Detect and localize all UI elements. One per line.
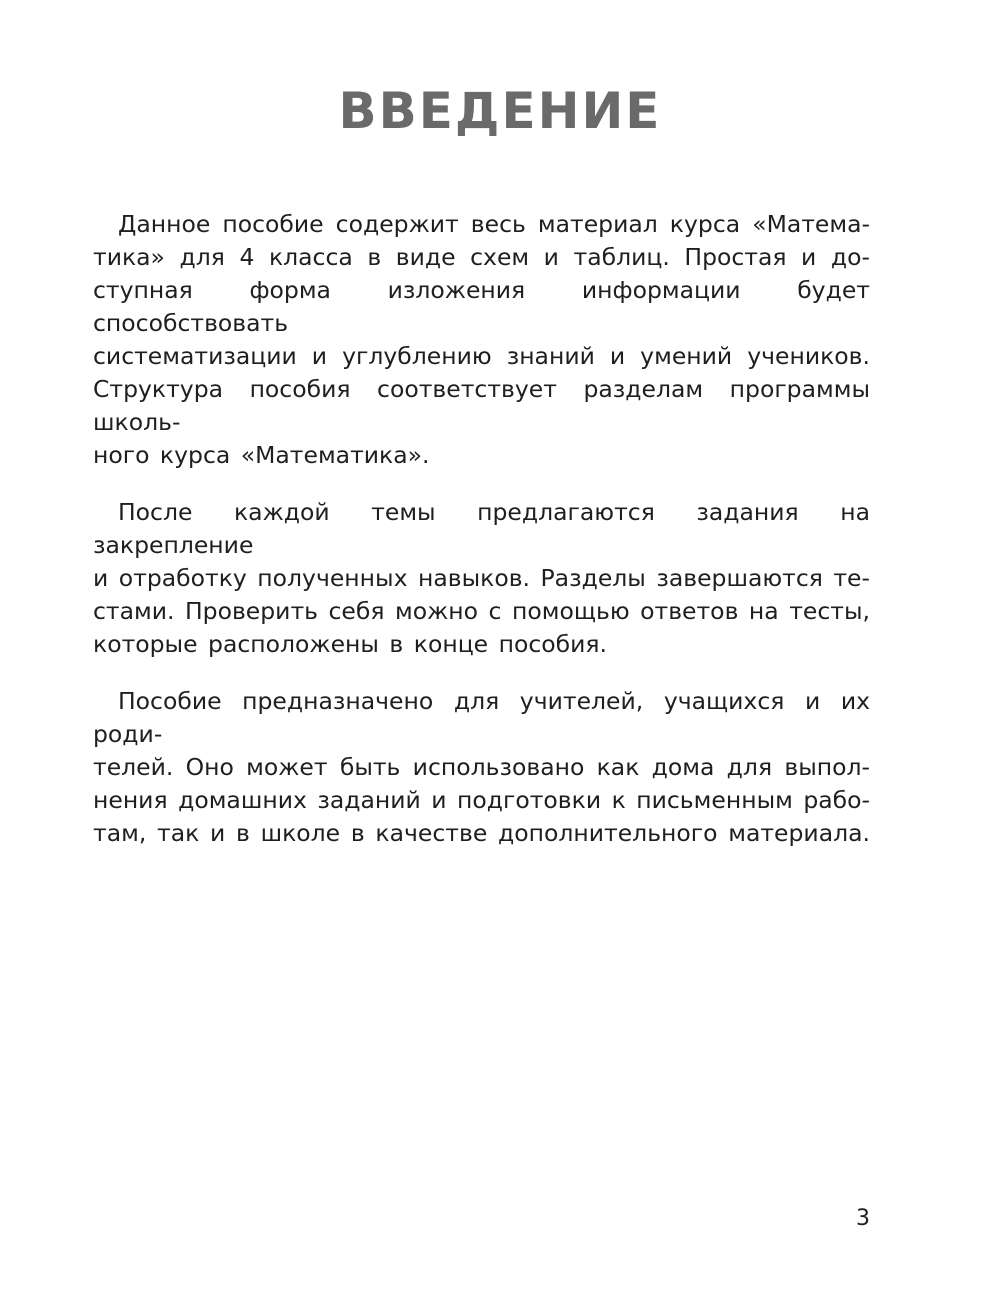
text-line: Данное пособие содержит весь материал курса «Матема- bbox=[118, 210, 870, 238]
text-line: тика» для 4 класса в виде схем и таблиц. Простая и до- bbox=[93, 243, 870, 271]
paragraph-3 bbox=[93, 685, 870, 850]
text-line: нения домашних заданий и подготовки к письменным рабо- bbox=[93, 786, 870, 814]
text-line: Пособие предназначено для учителей, учащихся и их роди- bbox=[93, 687, 870, 748]
text-line: ного курса «Математика». bbox=[93, 441, 430, 469]
text-line: стами. Проверить себя можно с помощью ответов на тесты, bbox=[93, 597, 870, 625]
page-number: 3 bbox=[856, 1206, 870, 1231]
text-line: После каждой темы предлагаются задания на закрепление bbox=[93, 498, 870, 559]
text-line: Структура пособия соответствует разделам программы школь- bbox=[93, 375, 870, 436]
page-title: ВВЕДЕНИЕ bbox=[338, 82, 662, 140]
text-line: телей. Оно может быть использовано как дома для выпол- bbox=[93, 753, 870, 781]
text-line: систематизации и углублению знаний и умений учеников. bbox=[93, 342, 870, 370]
text-line: ступная форма изложения информации будет способствовать bbox=[93, 276, 870, 337]
paragraph-1 bbox=[93, 208, 870, 472]
paragraph-2 bbox=[93, 496, 870, 661]
text-line: и отработку полученных навыков. Разделы завершаются те- bbox=[93, 564, 870, 592]
text-line: там, так и в школе в качестве дополнительного материала. bbox=[93, 819, 870, 847]
introduction-text bbox=[93, 208, 870, 874]
text-line: которые расположены в конце пособия. bbox=[93, 630, 608, 658]
